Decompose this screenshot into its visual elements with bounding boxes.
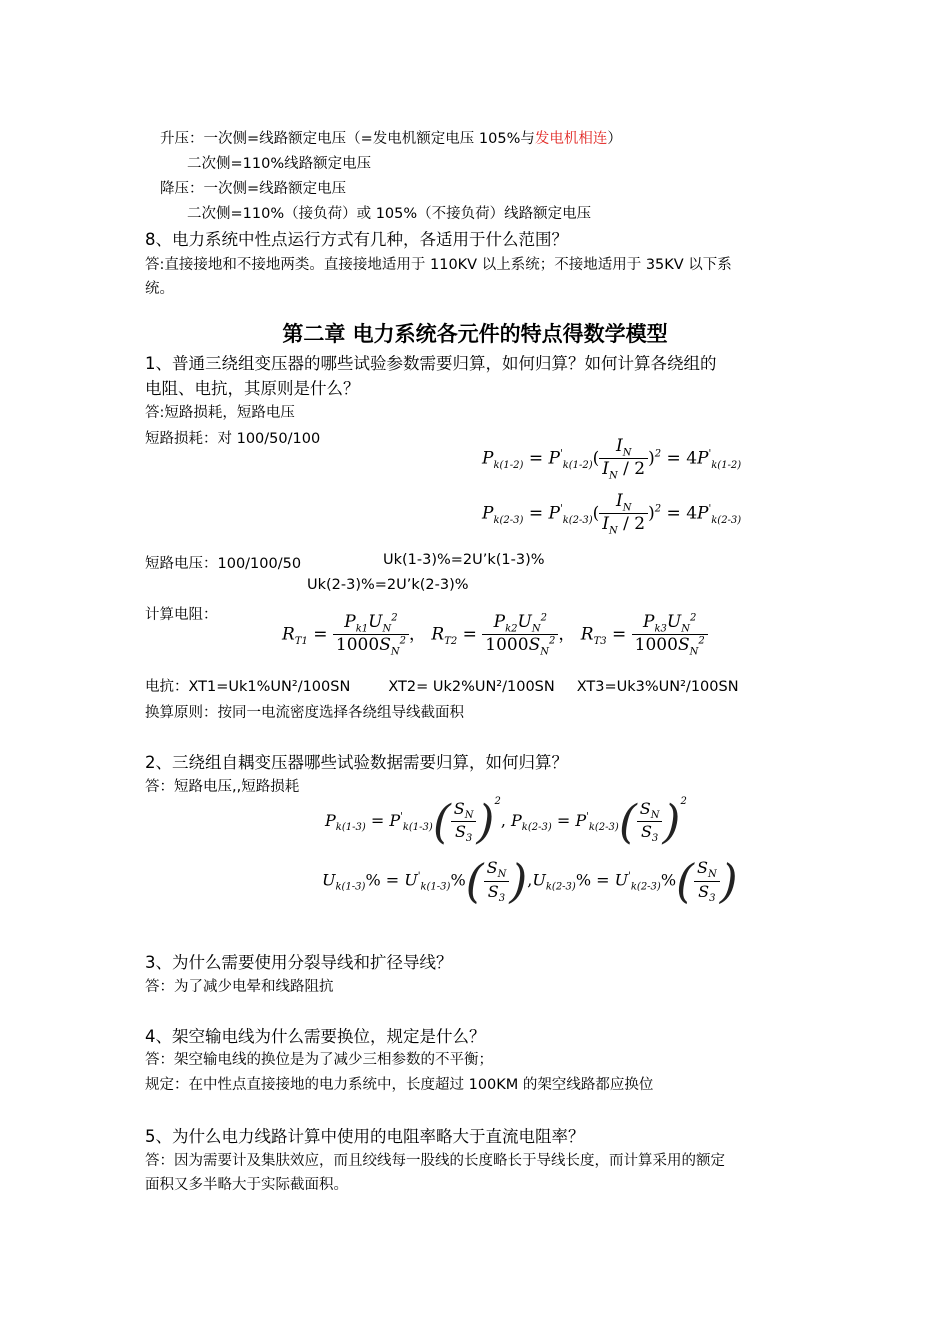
subscript: N: [390, 646, 400, 658]
subscript: N: [689, 646, 699, 658]
constant: 1000: [485, 635, 529, 656]
constant: 1000: [634, 635, 678, 656]
answer-5-line1: 答：因为需要计及集肤效应，而且绞线每一股线的长度略长于导线长度，而计算采用的额定: [145, 1153, 725, 1169]
large-paren: ): [476, 794, 495, 849]
step-down-secondary-line: 二次侧=110%（接负荷）或 105%（不接负荷）线路额定电压: [187, 206, 592, 222]
question-3: 3、为什么需要使用分裂导线和扩径导线？: [145, 953, 453, 972]
formula-resistance: [282, 612, 708, 658]
var-i: I: [615, 491, 623, 511]
var-p: P: [697, 448, 709, 469]
question-8: 8、电力系统中性点运行方式有几种，各适用于什么范围？: [145, 230, 568, 249]
subscript: N: [497, 869, 507, 881]
prime: ': [559, 503, 563, 515]
var-s: S: [487, 881, 499, 901]
reactance-xt2: XT2= Uk2%UN²/100SN: [388, 679, 555, 695]
percent: %: [450, 870, 466, 890]
var-s: S: [453, 798, 465, 818]
large-paren: ): [719, 854, 738, 908]
var-p: P: [389, 811, 401, 830]
large-paren: (: [676, 854, 694, 908]
var-s: S: [696, 858, 708, 878]
subscript: k(1-2): [562, 459, 593, 471]
var-u: U: [517, 612, 532, 632]
subscript: T2: [444, 635, 458, 647]
constant: 1000: [335, 635, 380, 656]
large-paren: ): [509, 854, 528, 908]
var-p: P: [548, 448, 560, 469]
percent: %: [575, 870, 592, 890]
formula-autotransformer-loss: [325, 794, 687, 849]
half: / 2: [623, 514, 646, 535]
subscript: N: [464, 810, 474, 821]
step-down-primary-line: 降压：一次侧=线路额定电压: [160, 181, 347, 197]
percent: %: [365, 870, 381, 890]
answer-1: 答:短路损耗，短路电压: [145, 405, 295, 421]
subscript: k(1-2): [711, 459, 742, 471]
var-p: P: [482, 448, 494, 469]
answer-8-line1: 答:直接接地和不接地两类。直接接地适用于 110KV 以上系统；不接地适用于 35KV 以下系: [145, 257, 732, 273]
answer-8-line2: 统。: [145, 281, 174, 297]
question-2: 2、三绕组自耦变压器哪些试验数据需要归算，如何归算？: [145, 753, 568, 772]
var-r: R: [431, 624, 445, 645]
var-p: P: [697, 503, 709, 524]
prime: ': [628, 871, 631, 883]
equals: =: [612, 624, 627, 645]
equals: =: [370, 811, 385, 830]
var-i: I: [602, 459, 610, 480]
separator: ，: [558, 624, 576, 645]
equals: =: [556, 811, 571, 830]
fraction-sn-s3: [484, 858, 510, 903]
subscript: N: [531, 623, 541, 635]
equals: =: [528, 448, 544, 469]
question-1-line1: 1、普通三绕组变压器的哪些试验参数需要归算，如何归算？如何计算各绕组的: [145, 354, 717, 373]
formula-pk12: [482, 436, 741, 482]
subscript: k1: [355, 623, 369, 635]
subscript: T3: [593, 635, 607, 647]
coefficient: 4: [686, 503, 698, 524]
subscript: k(2-3): [493, 514, 524, 526]
prime: ': [559, 448, 563, 460]
conversion-principle: 换算原则：按同一电流密度选择各绕组导线截面积: [145, 705, 464, 721]
subscript: N: [609, 525, 618, 537]
subscript: k(2-3): [711, 514, 742, 526]
var-s: S: [640, 822, 652, 841]
paren: ): [648, 448, 655, 469]
prime: ': [708, 448, 712, 460]
fraction-sn-s3: [451, 799, 477, 844]
reactance-line: [145, 675, 739, 696]
var-r: R: [282, 624, 295, 645]
step-up-close: ）: [607, 131, 622, 147]
subscript: k(1-3): [335, 822, 366, 834]
step-up-highlight: 发电机相连: [534, 131, 608, 147]
equals: =: [462, 624, 477, 645]
paren: (: [592, 448, 600, 469]
var-p: P: [575, 811, 587, 830]
prime: ': [708, 503, 712, 515]
subscript: 3: [465, 833, 473, 845]
var-s: S: [528, 635, 541, 656]
var-r: R: [580, 624, 594, 645]
square: 2: [494, 796, 501, 807]
question-4: 4、架空输电线为什么需要换位，规定是什么？: [145, 1027, 486, 1046]
fraction-rt2: [482, 612, 558, 658]
subscript: 3: [709, 892, 716, 904]
subscript: k(2-3): [630, 881, 661, 893]
var-u: U: [404, 870, 418, 890]
subscript: T1: [294, 635, 308, 647]
formula-pk23: [482, 491, 741, 537]
large-paren: (: [618, 794, 637, 849]
equals: =: [313, 624, 328, 645]
reactance-xt3: XT3=Uk3%UN²/100SN: [576, 679, 739, 695]
short-circuit-loss-label: 短路损耗：对 100/50/100: [145, 431, 321, 447]
var-i: I: [615, 436, 623, 456]
var-u: U: [322, 870, 336, 890]
subscript: N: [540, 646, 549, 658]
square: 2: [391, 612, 398, 624]
answer-4-line1: 答：架空输电线的换位是为了减少三相参数的不平衡；: [145, 1052, 493, 1068]
square: 2: [654, 503, 662, 515]
var-u: U: [666, 612, 682, 632]
step-up-primary-line: [160, 127, 622, 148]
var-u: U: [532, 870, 546, 890]
chapter-title: 第二章 电力系统各元件的特点得数学模型: [282, 322, 668, 346]
fraction-sn-s3: [694, 858, 720, 903]
var-s: S: [454, 822, 466, 841]
paren: ): [648, 503, 655, 524]
square: 2: [548, 635, 556, 647]
question-1-line2: 电阻、电抗，其原则是什么？: [145, 379, 360, 398]
var-p: P: [548, 503, 560, 524]
subscript: k(1-2): [493, 459, 524, 471]
coefficient: 4: [686, 448, 698, 469]
equals: =: [666, 503, 681, 524]
equals: =: [666, 448, 681, 469]
var-p: P: [325, 811, 336, 830]
question-5: 5、为什么电力线路计算中使用的电阻率略大于直流电阻率？: [145, 1127, 585, 1146]
var-s: S: [698, 881, 710, 901]
answer-4-line2: 规定：在中性点直接接地的电力系统中，长度超过 100KM 的架空线路都应换位: [145, 1077, 654, 1093]
var-p: P: [482, 503, 494, 524]
prime: ': [400, 811, 403, 823]
var-p: P: [511, 811, 522, 830]
subscript: N: [622, 447, 632, 459]
subscript: N: [382, 623, 392, 635]
var-i: I: [602, 514, 610, 535]
large-paren: (: [432, 794, 451, 849]
separator: ,: [500, 811, 506, 830]
fraction-rt1: [333, 612, 409, 658]
square: 2: [689, 612, 697, 624]
subscript: 3: [651, 833, 659, 845]
subscript: N: [650, 810, 660, 821]
square: 2: [680, 796, 687, 807]
subscript: k(2-3): [521, 822, 552, 834]
subscript: k(1-3): [420, 881, 451, 893]
var-s: S: [379, 635, 391, 656]
equals: =: [528, 503, 544, 524]
short-circuit-voltage-label: 短路电压：100/100/50: [145, 556, 302, 572]
var-p: P: [643, 612, 655, 632]
formula-autotransformer-voltage: [322, 854, 738, 908]
prime: ': [586, 811, 589, 823]
var-p: P: [493, 612, 506, 632]
answer-3: 答：为了减少电晕和线路阻抗: [145, 979, 334, 995]
answer-2: 答：短路电压,,短路损耗: [145, 779, 300, 795]
subscript: k3: [654, 623, 667, 635]
step-up-secondary-line: 二次侧=110%线路额定电压: [187, 156, 372, 172]
uk23-relation: Uk(2-3)%=2U’k(2-3)%: [307, 577, 469, 593]
subscript: k(1-3): [402, 822, 433, 834]
subscript: N: [681, 623, 690, 635]
subscript: k(2-3): [588, 822, 619, 834]
subscript: k(2-3): [562, 514, 593, 526]
separator: ,: [527, 870, 533, 890]
fraction-rt3: [632, 612, 708, 658]
var-s: S: [486, 858, 498, 878]
reactance-xt1: 电抗：XT1=Uk1%UN²/100SN: [145, 679, 351, 695]
square: 2: [654, 448, 662, 460]
subscript: k(1-3): [335, 881, 366, 893]
resistance-label: 计算电阻：: [145, 607, 218, 623]
var-u: U: [368, 612, 383, 632]
square: 2: [698, 635, 705, 647]
subscript: k(2-3): [545, 881, 576, 893]
equals: =: [385, 870, 400, 890]
var-s: S: [677, 635, 690, 656]
large-paren: ): [662, 794, 681, 849]
subscript: N: [622, 502, 632, 514]
step-up-primary-text: 升压：一次侧=线路额定电压（=发电机额定电压 105%与: [160, 131, 535, 147]
uk13-relation: Uk(1-3)%=2U’k(1-3)%: [383, 552, 545, 568]
subscript: 3: [498, 892, 506, 904]
large-paren: (: [465, 854, 484, 908]
fraction: [599, 436, 648, 482]
var-p: P: [344, 612, 356, 632]
square: 2: [399, 635, 406, 647]
half: / 2: [623, 459, 646, 480]
var-s: S: [639, 798, 651, 818]
separator: ，: [408, 624, 426, 645]
answer-5-line2: 面积又多半略大于实际截面积。: [145, 1177, 348, 1193]
fraction: [599, 491, 648, 537]
fraction-sn-s3: [637, 799, 663, 844]
var-u: U: [614, 870, 629, 890]
subscript: N: [707, 869, 717, 881]
subscript: N: [609, 470, 618, 482]
paren: (: [592, 503, 600, 524]
prime: ': [417, 871, 421, 883]
square: 2: [540, 612, 547, 624]
subscript: k2: [505, 623, 518, 635]
equals: =: [596, 870, 610, 890]
percent: %: [660, 870, 677, 890]
